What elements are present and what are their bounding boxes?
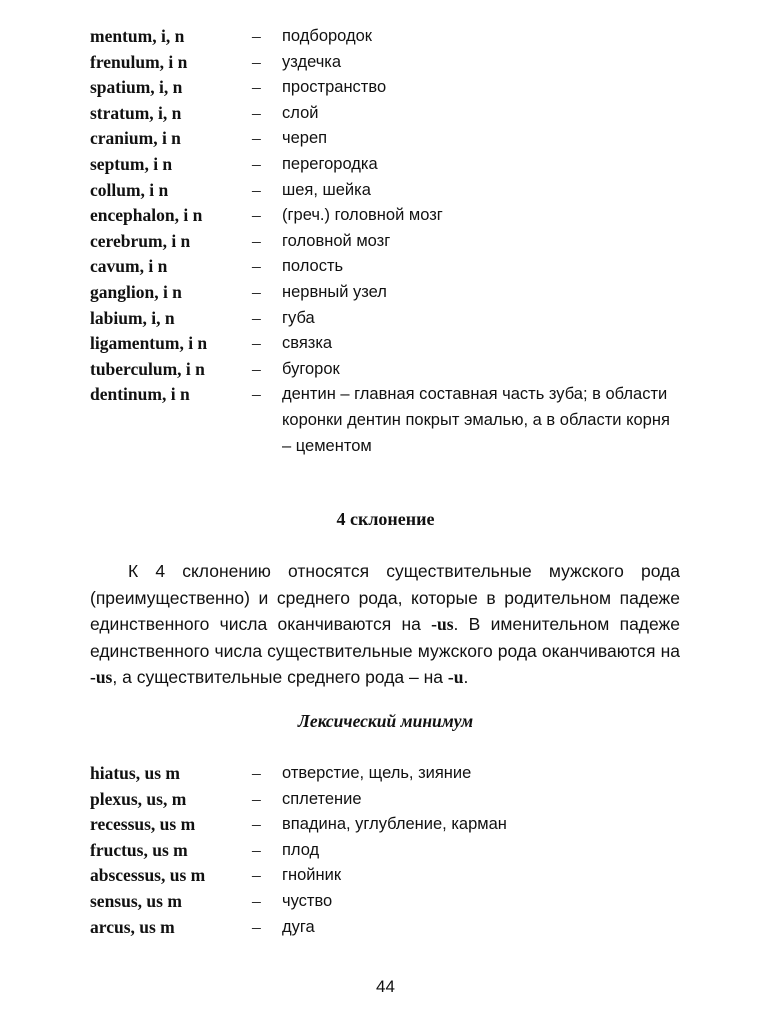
- paragraph-text: .: [463, 667, 469, 687]
- translation: слой: [282, 103, 319, 122]
- translation: плод: [282, 840, 320, 859]
- body-paragraph: [90, 558, 680, 691]
- vocab-entry: [90, 787, 690, 813]
- translation: чуство: [282, 891, 333, 910]
- translation: перегородка: [282, 154, 378, 173]
- vocab-entry: [90, 889, 690, 915]
- translation: впадина, углубление, карман: [282, 815, 507, 834]
- ending-emphasis: -us: [431, 614, 454, 634]
- latin-term: plexus, us, m: [90, 788, 187, 809]
- latin-term: cranium, i n: [90, 128, 181, 149]
- translation: уздечка: [282, 52, 342, 71]
- dash: –: [252, 51, 261, 72]
- latin-term: hiatus, us m: [90, 763, 180, 783]
- latin-term: arcus, us m: [90, 916, 175, 937]
- translation: дуга: [282, 917, 315, 936]
- translation: подбородок: [282, 27, 373, 45]
- ending-emphasis: -us: [90, 667, 113, 687]
- vocab-entry: [90, 357, 690, 383]
- translation: шея, шейка: [282, 180, 371, 199]
- dash: –: [252, 890, 261, 911]
- vocab-entry: [90, 152, 690, 178]
- translation: полость: [282, 257, 344, 276]
- paragraph-text: , а существительные среднего рода – на: [112, 667, 448, 687]
- dash: –: [252, 256, 261, 277]
- vocab-entry: [90, 306, 690, 332]
- dash: –: [252, 839, 261, 860]
- latin-term: fructus, us m: [90, 839, 188, 860]
- ending-emphasis: -u: [447, 667, 464, 687]
- translation: пространство: [282, 78, 387, 97]
- dash: –: [252, 179, 261, 200]
- vocab-entry: [90, 24, 690, 50]
- latin-term: recessus, us m: [90, 814, 196, 835]
- dash: –: [252, 333, 261, 354]
- latin-term: abscessus, us m: [90, 865, 206, 886]
- latin-term: tuberculum, i n: [90, 358, 205, 379]
- vocab-entry: [90, 50, 690, 76]
- latin-term: labium, i, n: [90, 307, 175, 328]
- translation: губа: [282, 308, 315, 327]
- translation: бугорок: [282, 359, 340, 378]
- translation: дентин – главная составная часть зуба; в области коронки дентин покрыт эмалью, а в области корня – цементом: [282, 385, 670, 455]
- latin-term: stratum, i, n: [90, 102, 182, 123]
- latin-term: cavum, i n: [90, 256, 168, 277]
- latin-term: collum, i n: [90, 179, 169, 200]
- vocabulary-list-bottom: [90, 761, 690, 940]
- vocab-entry: [90, 101, 690, 127]
- latin-term: septum, i n: [90, 153, 173, 174]
- dash: –: [252, 814, 261, 835]
- dash: –: [252, 205, 261, 226]
- dash: –: [252, 865, 261, 886]
- paragraph-text: К 4 склонению относятся существительные мужского рода (преимущественно) и среднего рода, которые в родительном падеже единственного числа оканчиваются на: [90, 561, 680, 634]
- vocabulary-list-top: [90, 24, 690, 459]
- vocab-entry: [90, 254, 690, 280]
- vocab-entry: [90, 75, 690, 101]
- vocab-entry: [90, 280, 690, 306]
- dash: –: [252, 230, 261, 251]
- translation: нервный узел: [282, 282, 387, 301]
- translation: головной мозг: [282, 231, 391, 250]
- latin-term: mentum, i, n: [90, 26, 185, 46]
- translation: череп: [282, 129, 328, 148]
- dash: –: [252, 26, 261, 46]
- latin-term: spatium, i, n: [90, 77, 183, 98]
- vocab-entry: [90, 203, 690, 229]
- dash: –: [252, 358, 261, 379]
- vocab-entry: [90, 863, 690, 889]
- dash: –: [252, 307, 261, 328]
- dash: –: [252, 916, 261, 937]
- vocab-entry: [90, 382, 690, 459]
- vocab-entry: [90, 178, 690, 204]
- vocab-entry: [90, 915, 690, 941]
- dash: –: [252, 153, 261, 174]
- section-title: 4 склонение: [336, 509, 435, 529]
- latin-term: sensus, us m: [90, 890, 182, 911]
- latin-term: ligamentum, i n: [90, 333, 208, 354]
- vocab-entry: [90, 126, 690, 152]
- dash: –: [252, 763, 261, 783]
- latin-term: cerebrum, i n: [90, 230, 191, 251]
- dash: –: [252, 77, 261, 98]
- vocab-entry: [90, 331, 690, 357]
- dash: –: [252, 281, 261, 302]
- vocab-entry: [90, 838, 690, 864]
- dash: –: [252, 128, 261, 149]
- page-number: 44: [376, 977, 395, 996]
- translation: связка: [282, 334, 333, 353]
- dash: –: [252, 384, 261, 405]
- vocab-entry: [90, 761, 690, 787]
- subsection-title: Лексический минимум: [297, 711, 474, 731]
- translation: отверстие, щель, зияние: [282, 764, 472, 782]
- translation: сплетение: [282, 789, 362, 808]
- dash: –: [252, 788, 261, 809]
- vocab-entry: [90, 812, 690, 838]
- translation: (греч.) головной мозг: [282, 206, 443, 225]
- dash: –: [252, 102, 261, 123]
- vocab-entry: [90, 229, 690, 255]
- latin-term: ganglion, i n: [90, 281, 182, 302]
- translation: гнойник: [282, 866, 342, 885]
- latin-term: dentinum, i n: [90, 384, 190, 405]
- latin-term: encephalon, i n: [90, 205, 203, 226]
- paragraph-text: . В именительном падеже единственного числа существительные мужского рода оканчиваются на: [90, 614, 680, 661]
- latin-term: frenulum, i n: [90, 51, 188, 72]
